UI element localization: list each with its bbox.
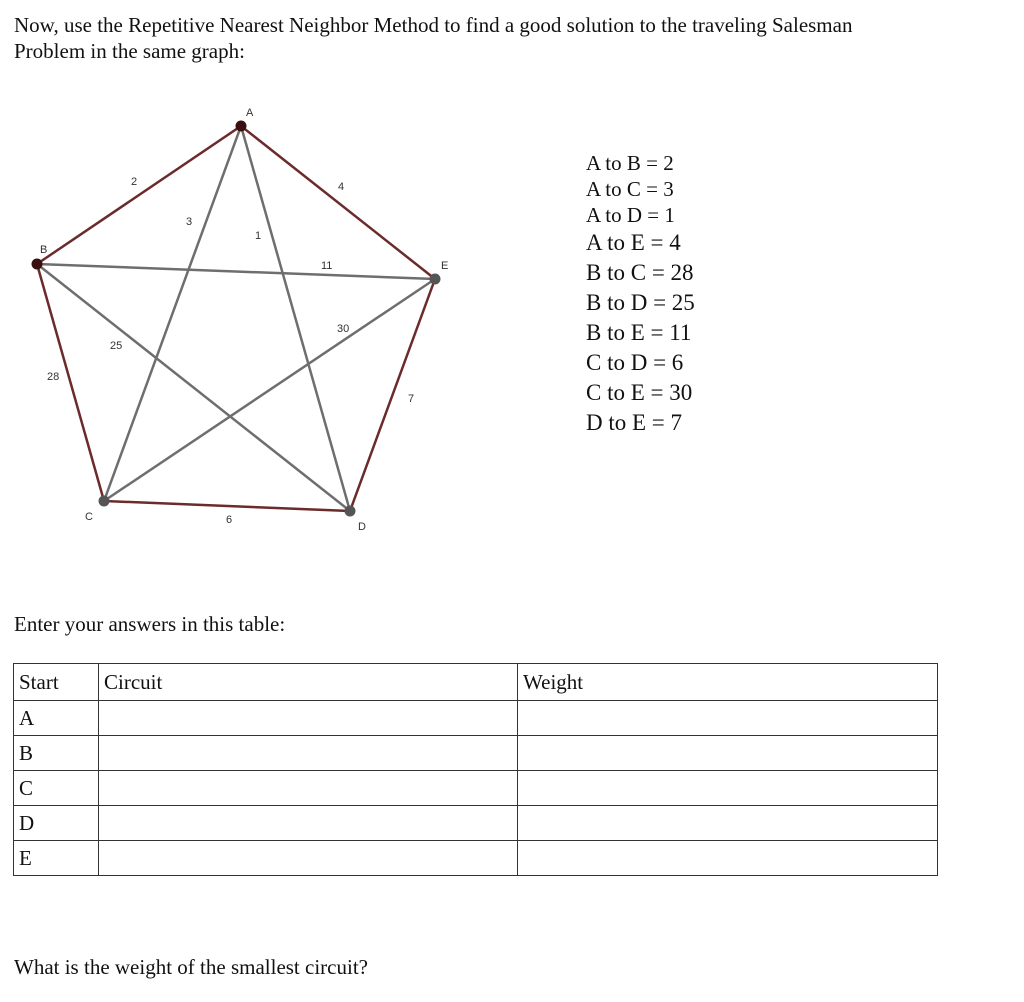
weight-item-de: D to E = 7 <box>586 410 683 435</box>
weight-item-bc: B to C = 28 <box>586 260 694 285</box>
table-row <box>14 736 938 771</box>
circuit-cell[interactable] <box>99 701 518 736</box>
edge-b-e <box>37 264 435 279</box>
weight-label-cd: 6 <box>226 514 233 526</box>
weight-label-be: 11 <box>321 260 333 272</box>
pentagon-graph <box>0 95 480 545</box>
edge-d-e <box>350 279 435 511</box>
vertex-b <box>32 259 43 270</box>
weight-cell[interactable] <box>518 806 938 841</box>
vertex-label-b: B <box>40 244 48 256</box>
weight-item-ac: A to C = 3 <box>586 177 674 201</box>
weight-item-ab: A to B = 2 <box>586 151 674 175</box>
vertex-a <box>236 121 247 132</box>
circuit-cell[interactable] <box>99 841 518 876</box>
vertex-label-a: A <box>246 107 254 119</box>
weight-label-ab: 2 <box>131 176 138 188</box>
start-cell: A <box>14 701 99 736</box>
header-start: Start <box>14 664 99 701</box>
weight-item-be: B to E = 11 <box>586 320 692 345</box>
problem-statement: Now, use the Repetitive Nearest Neighbor Method to find a good solution to the traveling Salesman Problem in the same graph: <box>14 13 853 63</box>
edge-a-e <box>241 126 435 279</box>
edge-a-b <box>37 126 241 264</box>
weight-cell[interactable] <box>518 736 938 771</box>
weight-label-bc: 28 <box>47 371 60 383</box>
table-row <box>14 771 938 806</box>
edge-a-d <box>241 126 350 511</box>
weight-label-de: 7 <box>408 393 415 405</box>
vertex-label-e: E <box>441 260 449 272</box>
weight-label-ae: 4 <box>338 181 345 193</box>
start-cell: B <box>14 736 99 771</box>
weight-label-ac: 3 <box>186 216 193 228</box>
vertex-label-c: C <box>85 511 93 523</box>
weight-item-ad: A to D = 1 <box>586 203 675 227</box>
weight-item-ce: C to E = 30 <box>586 380 693 405</box>
weight-cell[interactable] <box>518 771 938 806</box>
weight-item-ae: A to E = 4 <box>586 230 681 255</box>
vertex-label-d: D <box>358 521 366 533</box>
start-cell: D <box>14 806 99 841</box>
table-row <box>14 841 938 876</box>
table-row <box>14 806 938 841</box>
smallest-circuit-question: What is the weight of the smallest circuit? <box>14 955 368 979</box>
weight-cell[interactable] <box>518 841 938 876</box>
start-cell: E <box>14 841 99 876</box>
weight-item-cd: C to D = 6 <box>586 350 684 375</box>
answers-table <box>13 663 938 876</box>
vertex-e <box>430 274 441 285</box>
edge-c-e <box>104 279 435 501</box>
edge-b-d <box>37 264 350 511</box>
weight-label-ad: 1 <box>255 230 262 242</box>
vertex-d <box>345 506 356 517</box>
circuit-cell[interactable] <box>99 736 518 771</box>
table-instructions: Enter your answers in this table: <box>14 612 286 636</box>
header-weight: Weight <box>518 664 938 701</box>
start-cell: C <box>14 771 99 806</box>
table-row <box>14 701 938 736</box>
table-header-row <box>14 664 938 701</box>
vertex-c <box>99 496 110 507</box>
weight-label-ce: 30 <box>337 323 350 335</box>
edge-c-d <box>104 501 350 511</box>
circuit-cell[interactable] <box>99 806 518 841</box>
circuit-cell[interactable] <box>99 771 518 806</box>
edge-a-c <box>104 126 241 501</box>
edge-weights-list <box>586 150 695 438</box>
weight-item-bd: B to D = 25 <box>586 290 695 315</box>
header-circuit: Circuit <box>99 664 518 701</box>
weight-cell[interactable] <box>518 701 938 736</box>
weight-label-bd: 25 <box>110 340 123 352</box>
